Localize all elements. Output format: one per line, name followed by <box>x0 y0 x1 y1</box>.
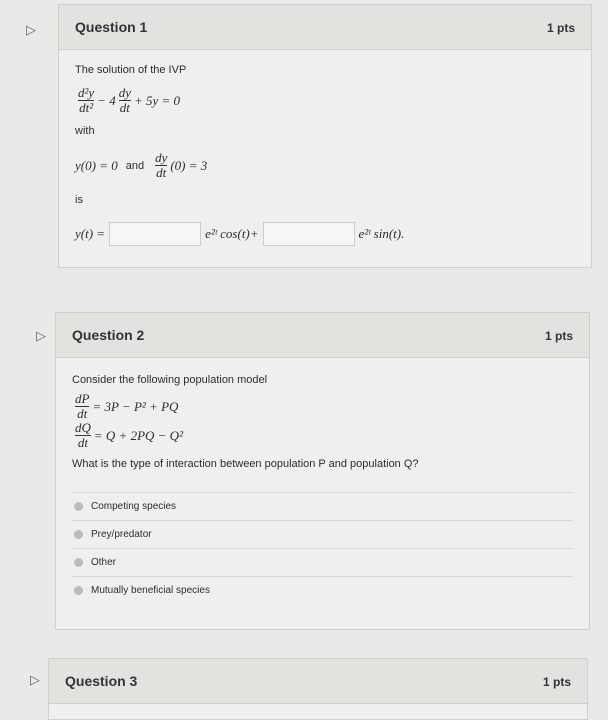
option-label: Prey/predator <box>91 529 152 540</box>
numerator: dy <box>118 85 131 100</box>
term: − 4 <box>97 92 116 108</box>
question-title: Question 3 <box>65 673 138 689</box>
option-other[interactable] <box>72 548 573 576</box>
numerator: dQ <box>75 420 91 435</box>
equation-p <box>72 392 573 421</box>
flag-icon[interactable]: ▷ <box>36 328 46 343</box>
label-is: is <box>75 194 83 206</box>
denominator: dt <box>156 165 167 180</box>
flag-icon[interactable]: ▷ <box>26 22 36 37</box>
question-title: Question 1 <box>75 19 148 35</box>
denominator: dt <box>119 100 130 115</box>
ode-equation <box>75 86 575 115</box>
flag-icon[interactable]: ▷ <box>30 672 40 687</box>
option-label: Mutually beneficial species <box>91 585 210 596</box>
rhs: = Q + 2PQ − Q² <box>93 427 183 443</box>
term: + 5y = 0 <box>133 92 181 108</box>
label-and: and <box>125 159 145 172</box>
answer-input-2[interactable] <box>263 222 355 246</box>
question-3-card <box>48 658 588 720</box>
option-prey-predator[interactable] <box>72 520 573 548</box>
term-sin: e²ᵗ sin(t). <box>358 226 405 241</box>
option-label: Other <box>91 557 117 568</box>
denominator: dt <box>77 406 88 421</box>
radio-icon[interactable] <box>74 530 83 539</box>
question-title: Question 2 <box>72 327 145 343</box>
solution-row <box>75 222 575 246</box>
question-text: The solution of the IVP <box>75 64 187 76</box>
numerator: dy <box>155 150 168 165</box>
denominator: dt² <box>79 100 94 115</box>
answer-input-1[interactable] <box>109 222 201 246</box>
question-header <box>56 313 589 358</box>
numerator: d²y <box>78 85 95 100</box>
question-header <box>49 659 587 704</box>
option-competing[interactable] <box>72 492 573 520</box>
ic2: (0) = 3 <box>170 157 208 173</box>
question-1-card <box>58 4 592 268</box>
denominator: dt <box>77 435 88 450</box>
question-2-card <box>55 312 590 630</box>
rhs: = 3P − P² + PQ <box>92 398 179 414</box>
option-mutual[interactable] <box>72 576 573 604</box>
question-header <box>59 5 591 50</box>
label-with: with <box>75 125 95 137</box>
radio-icon[interactable] <box>74 586 83 595</box>
question-text: Consider the following population model <box>72 374 268 386</box>
initial-conditions <box>75 151 575 180</box>
question-prompt: What is the type of interaction between population P and population Q? <box>72 458 419 470</box>
question-points: 1 pts <box>546 21 575 35</box>
term-cos: e²ᵗ cos(t)+ <box>205 226 259 241</box>
solution-lhs: y(t) = <box>75 226 106 241</box>
equation-q <box>72 421 573 450</box>
numerator: dP <box>75 391 90 406</box>
question-points: 1 pts <box>544 329 573 343</box>
option-label: Competing species <box>91 501 177 512</box>
radio-icon[interactable] <box>74 558 83 567</box>
radio-icon[interactable] <box>74 502 83 511</box>
question-points: 1 pts <box>542 675 571 689</box>
ic1: y(0) = 0 <box>75 157 118 173</box>
